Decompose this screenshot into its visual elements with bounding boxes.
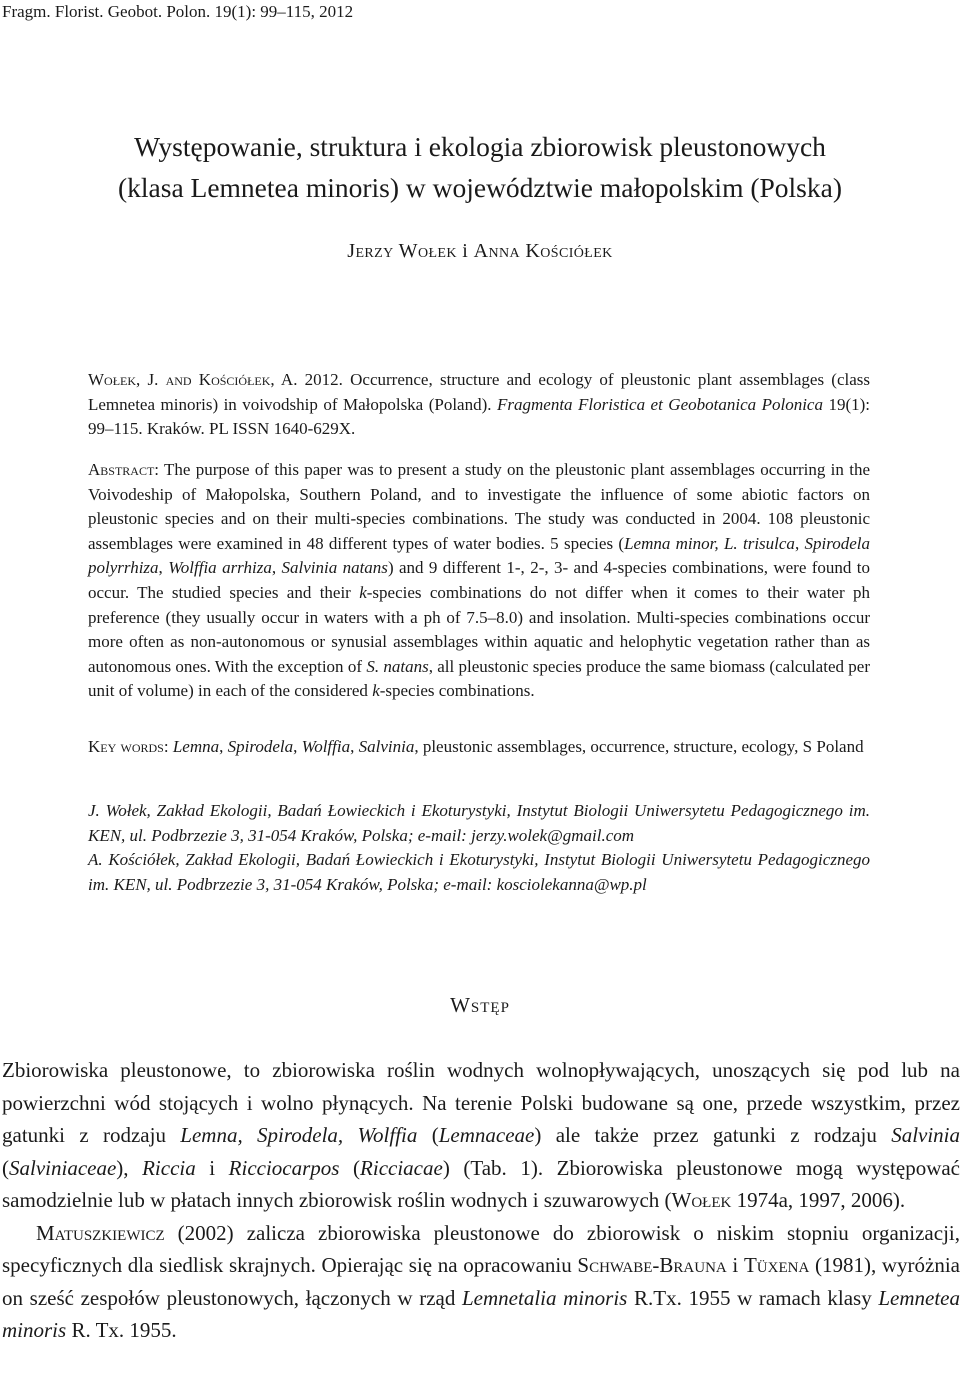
intro-text-run: ( — [2, 1155, 9, 1180]
abstract-text-1: The purpose of this paper was to present a study on the pleustonic plant assemblages occurring in the Voivodeship of Małopolska, Southern Poland, and to investigate the influence of some abiotic factors on pleustonic species and on their multi-species combinations. The study was conducted in 2004. 108 pleustonic assemblages were examined in 48 different types of water bodies. 5 species ( — [88, 460, 870, 553]
abstract-species-4: Salvinia natans — [281, 558, 388, 578]
intro-text-run: ) ale także przez gatunki z rodzaju — [534, 1123, 892, 1147]
affiliation-1: J. Wołek, Zakład Ekologii, Badań Łowieckich i Ekoturystyki, Instytut Biologii Uniwersytetu Pedagogicznego im. KEN, ul. Podbrzezie 3, 31-054 Kraków, Polska; e-mail: jerzy.wolek@gmail.com — [88, 801, 870, 845]
intro-syntaxon: Lemnetalia minoris — [462, 1285, 628, 1310]
keywords-label: Key words — [88, 737, 164, 756]
author-line — [0, 240, 960, 263]
abstract-sep-2: , — [158, 558, 169, 578]
abstract-species-3: Wolffia arrhiza — [168, 558, 272, 578]
intro-genus: Salvinia — [891, 1123, 960, 1147]
intro-text-run: (2002) zalicza zbiorowiska pleustonowe do zbiorowisk o niskim stopniu organizacji, specyficznych dla siedlisk skrajnych. Opierając się na opracowaniu — [2, 1220, 960, 1277]
affiliation-2: A. Kościółek, Zakład Ekologii, Badań Łowieckich i Ekoturystyki, Instytut Biologii Uniwersytetu Pedagogicznego im. KEN, ul. Podbrzezie 3, 31-054 Kraków, Polska; e-mail: kosciolekanna@wp.pl — [88, 850, 870, 894]
intro-text-run: ), — [116, 1155, 143, 1180]
intro-text-run: i — [195, 1155, 229, 1180]
citation-authors: Wołek, J. and Kościółek, A. 2012. — [88, 370, 343, 389]
keywords-rest: , pleustonic assemblages, occurrence, structure, ecology, S Poland — [414, 737, 864, 756]
keyword-genus-3: Wolffia — [301, 737, 351, 756]
intro-family: Ricciacae — [360, 1155, 443, 1180]
intro-paragraph-1 — [2, 1054, 960, 1217]
abstract-species-5: S. natans — [366, 656, 429, 676]
abstract-species-1: Lemna minor, L. trisulca — [624, 533, 795, 553]
intro-text-run: ( — [417, 1123, 439, 1147]
author-1: Jerzy Wołek — [347, 240, 457, 262]
title-line-2: (klasa Lemnetea minoris) w województwie małopolskim (Polska) — [118, 172, 842, 203]
intro-genus: Riccia — [142, 1155, 196, 1180]
intro-genus: Ricciocarpos — [228, 1155, 340, 1180]
intro-genus: Lemna, Spirodela, Wolffia — [180, 1123, 418, 1147]
abstract-species-2: Spirodela polyrrhiza — [88, 533, 870, 578]
keyword-sep-3: , — [350, 737, 359, 756]
abstract-k-1: k — [359, 582, 367, 602]
intro-text-run: Zbiorowiska pleustonowe, to zbiorowiska roślin wodnych wolnopływających, unoszących się pod lub na powierzchni wód stojących i wolno płynących. Na terenie Polski budowane są one, przede wszystkim, przez gatunki z rodzaju — [2, 1058, 960, 1147]
keyword-genus-2: Spirodela — [227, 737, 294, 756]
intro-text-run: ( — [339, 1155, 361, 1180]
abstract-k-2: k — [372, 681, 380, 701]
abstract-text-5: -species combinations. — [379, 681, 535, 701]
keyword-genus-1: Lemna — [172, 737, 220, 756]
intro-citation-author: Wołek — [671, 1188, 732, 1212]
section-title: Wstęp — [450, 993, 510, 1017]
intro-citation-author: Tüxena — [743, 1253, 810, 1277]
intro-text-run: R.Tx. 1955 w ramach klasy — [627, 1285, 879, 1310]
intro-syntaxon: Lemnetea minoris — [2, 1285, 960, 1342]
title-line-1: Występowanie, struktura i ekologia zbiorowisk pleustonowych — [134, 131, 826, 162]
keyword-genus-4: Salvinia — [358, 737, 415, 756]
abstract-label: Abstract — [88, 460, 155, 479]
citation-journal: Fragmenta Floristica et Geobotanica Polonica — [497, 394, 823, 414]
article-title — [0, 126, 960, 208]
keyword-sep-1: , — [219, 737, 228, 756]
intro-text-run: ) (Tab. 1). Zbiorowiska pleustonowe mogą występować samodzielnie lub w płatach innych zbiorowisk roślin wodnych i szuwarowych ( — [2, 1155, 960, 1212]
intro-family: Salviniaceae — [9, 1155, 117, 1180]
abstract-text-4: , all pleustonic species produce the same biomass (calculated per unit of volume) in each of the considered — [88, 656, 870, 701]
citation-text: Occurrence, structure and ecology of pleustonic plant assemblages (class Lemnetea minoris) in voivodship of Małopolska (Poland). — [88, 370, 871, 414]
intro-citation-author: Schwabe-Brauna — [577, 1253, 727, 1277]
abstract-text-3: -species combinations do not differ when it comes to their water ph preference (they usually occur in waters with a ph of 7.5–8.0) and insolation. Multi-species combinations occur more often as non-autonomous or synusial assemblages within aquatic and helophytic vegetation rather than as autonomous ones. With the exception of — [88, 582, 870, 676]
affiliations-block — [88, 799, 870, 897]
intro-text-run: 1974a, 1997, 2006). — [731, 1188, 906, 1212]
keywords-block: Key words: Lemna, Spirodela, Wolffia, Salvinia, pleustonic assemblages, occurrence, structure, ecology, S Poland — [88, 737, 864, 756]
abstract-sep-3: , — [271, 558, 282, 578]
citation-details: 19(1): 99–115. Kraków. PL ISSN 1640-629X. — [88, 394, 871, 439]
intro-citation-author: Matuszkiewicz — [36, 1220, 165, 1245]
intro-family: Lemnaceae — [438, 1123, 535, 1147]
abstract-sep-1: , — [794, 533, 805, 553]
abstract-text-2: ) and 9 different 1-, 2-, 3- and 4-species combinations, were found to occur. The studied species and their — [88, 558, 871, 602]
abstract-block: Abstract: The purpose of this paper was to present a study on the pleustonic plant assemblages occurring in the Voivodeship of Małopolska, Southern Poland, and to investigate the influence of some abiotic factors on pleustonic species and on their multi-species combinations. The study was conducted in 2004. 108 pleustonic assemblages were examined in 48 different types of water bodies. 5 species (Lemna minor, L. trisulca, Spirodela polyrrhiza, Wolffia arrhiza, Salvinia natans) and 9 different 1-, 2-, 3- and 4-species combinations, were found to occur. The studied species and their k-species combinations do not differ when it comes to their water ph preference (they usually occur in waters with a ph of 7.5–8.0) and insolation. Multi-species combinations occur more often as non-autonomous or synusial assemblages within aquatic and helophytic vegetation rather than as autonomous ones. With the exception of S. natans, all pleustonic species produce the same biomass (calculated per unit of volume) in each of the considered k-species combinations. — [88, 460, 871, 701]
author-conjunction: i — [462, 240, 469, 262]
journal-header: Fragm. Florist. Geobot. Polon. 19(1): 99–115, 2012 — [2, 2, 354, 21]
intro-text-run: R. Tx. 1955. — [66, 1318, 177, 1342]
intro-text-run: i — [726, 1253, 744, 1277]
citation-block — [88, 368, 870, 442]
intro-text-run: (1981), wyróżnia on sześć zespołów pleustonowych, łączonych w rząd — [2, 1253, 960, 1310]
keyword-sep-2: , — [293, 737, 302, 756]
author-2: Anna Kościółek — [473, 240, 613, 262]
intro-paragraph-2 — [2, 1217, 960, 1347]
intro-text — [2, 1054, 960, 1347]
